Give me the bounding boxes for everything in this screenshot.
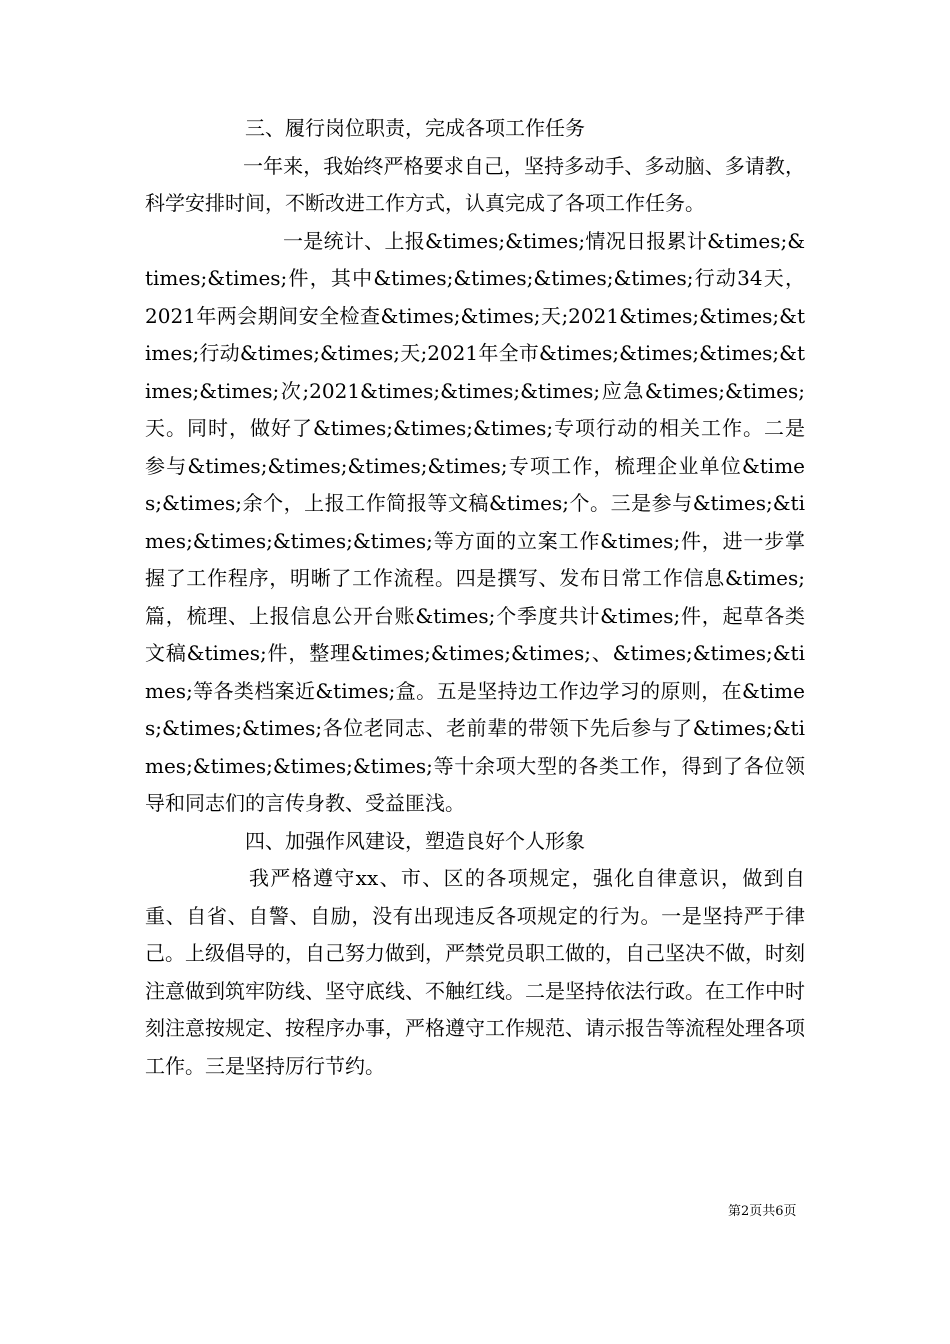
page-number-footer: 第2页共6页 bbox=[728, 1204, 797, 1219]
paragraph-conduct: 我严格遵守xx、市、区的各项规定，强化自律意识，做到自重、自省、自警、自励，没有出现违反各项规定的行为。一是坚持严于律己。上级倡导的，自己努力做到，严禁党员职工做的，自己坚决不做，时刻注意做到筑牢防线、坚守底线、不触红线。二是坚持依法行政。在工作中时刻注意按规定、按程序办事，严格遵守工作规范、请示报告等流程处理各项工作。三是坚持厉行节约。 bbox=[145, 866, 805, 1078]
section-heading-3: 三、履行岗位职责，完成各项工作任务 bbox=[245, 116, 585, 140]
document-body bbox=[145, 110, 805, 1085]
paragraph-work-items: 一是统计、上报&times;&times;情况日报累计&times;&times;&times;件，其中&times;&times;&times;&times;行动34天，2021年两会期间安全检查&times;&times;天;2021&times;&times;&times;行动&times;&times;天;2021年全市&times;&times;&times;&times;&times;次;2021&times;&times;&times;应急&times;&times;天。同时，做好了&times;&times;&times;专项行动的相关工作。二是参与&times;&times;&times;&times;专项工作，梳理企业单位&times;&times;余个，上报工作简报等文稿&times;个。三是参与&times;&times;&times;&times;&times;等方面的立案工作&times;件，进一步掌握了工作程序，明晰了工作流程。四是撰写、发布日常工作信息&times;篇，梳理、上报信息公开台账&times;个季度共计&times;件，起草各类文稿&times;件，整理&times;&times;&times;、&times;&times;&times;等各类档案近&times;盒。五是坚持边工作边学习的原则，在&times;&times;&times;各位老同志、老前辈的带领下先后参与了&times;&times;&times;&times;&times;等十余项大型的各类工作，得到了各位领导和同志们的言传身教、受益匪浅。 bbox=[145, 228, 805, 815]
paragraph-intro: 一年来，我始终严格要求自己，坚持多动手、多动脑、多请教，科学安排时间，不断改进工作方式，认真完成了各项工作任务。 bbox=[145, 153, 805, 215]
section-heading-4: 四、加强作风建设，塑造良好个人形象 bbox=[245, 828, 585, 853]
